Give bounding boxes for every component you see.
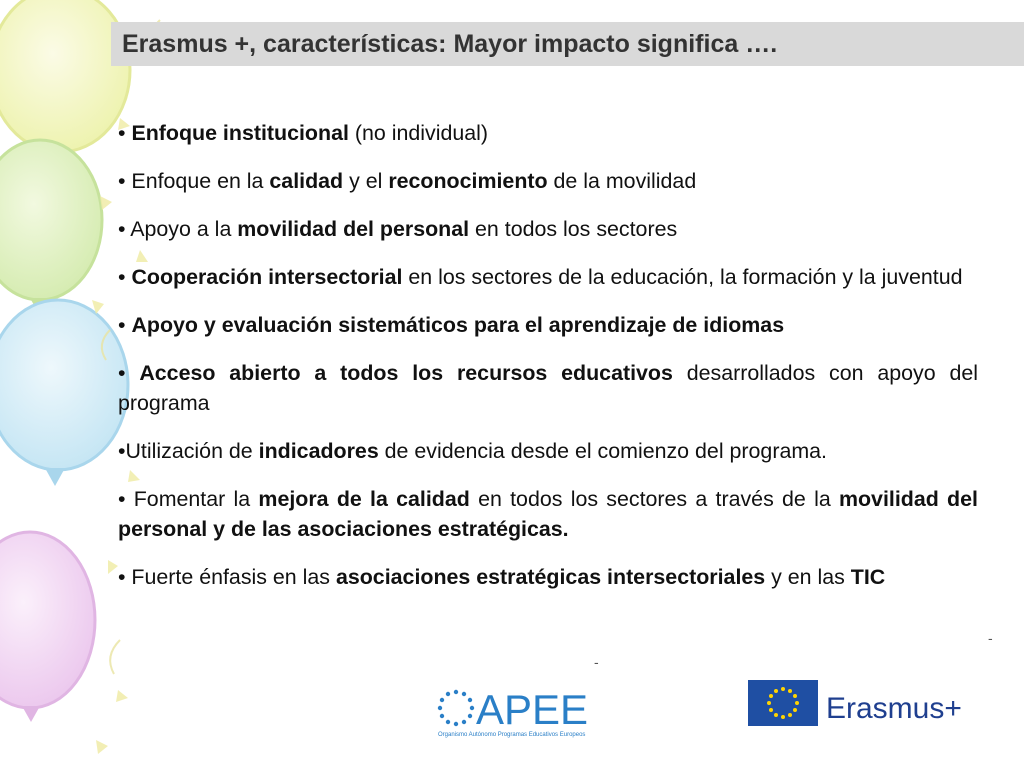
bullet-text: • Fomentar la (118, 487, 259, 511)
apee-logo-mark (434, 680, 604, 740)
bullet-item (118, 310, 978, 340)
bullet-bold-text: mejora de la calidad (258, 487, 470, 511)
eu-flag-icon (746, 680, 986, 730)
bullet-text: • (118, 265, 132, 289)
bullet-item (118, 262, 978, 292)
bullet-text: y el (343, 169, 389, 193)
bullet-item (118, 166, 978, 196)
bullet-item (118, 214, 978, 244)
apee-logo (434, 680, 604, 740)
bullet-text: • (118, 361, 140, 385)
bullet-text: en todos los sectores a través de la (469, 487, 839, 511)
bullet-bold-text: asociaciones estratégicas intersectoriales (335, 565, 766, 589)
bullet-item (118, 484, 978, 544)
bullet-text: en los sectores de la educación, la formación y la juventud (402, 265, 963, 289)
bullet-item (118, 118, 978, 148)
balloon-blue (0, 300, 128, 486)
slide-title: Erasmus +, características: Mayor impacto significa …. (122, 30, 778, 58)
decorative-dash: - (594, 654, 599, 670)
apee-logo-text: APEE (476, 686, 589, 733)
bullet-text: • Apoyo a la (118, 217, 238, 241)
bullet-item (118, 436, 978, 466)
bullet-bold-text: indicadores (258, 439, 379, 463)
bullet-bold-text: Enfoque institucional (131, 121, 349, 145)
erasmus-logo-text: Erasmus+ (826, 692, 962, 725)
title-bar (111, 22, 1024, 66)
bullet-text: desarrollados con apoyo del programa (118, 361, 978, 415)
bullet-bold-text: TIC (850, 565, 886, 589)
bullet-text: y en las (765, 565, 851, 589)
apee-logo-subtitle: Organismo Autónomo Programas Educativos Europeos (438, 732, 586, 738)
bullet-item (118, 358, 978, 418)
bullet-bold-text: movilidad del personal y de las asociaciones estratégicas. (118, 487, 978, 541)
erasmus-logo (746, 680, 986, 730)
bullet-bold-text: Apoyo y evaluación sistemáticos para el aprendizaje de idiomas (131, 313, 785, 337)
balloon-green (0, 140, 102, 314)
bullet-bold-text: calidad (269, 169, 344, 193)
bullet-text: (no individual) (348, 121, 489, 145)
bullet-bold-text: movilidad del personal (237, 217, 470, 241)
bullet-text: de la movilidad (547, 169, 697, 193)
bullet-text: • Enfoque en la (118, 169, 270, 193)
bullet-text: •Utilización de (118, 439, 259, 463)
bullet-bold-text: reconocimiento (388, 169, 548, 193)
decorative-dash: - (988, 630, 993, 646)
bullet-bold-text: Acceso abierto a todos los recursos educativos (139, 361, 673, 385)
bullet-text: • (118, 121, 132, 145)
bullet-list (118, 118, 978, 610)
bullet-text: en todos los sectores (469, 217, 678, 241)
balloon-pink (0, 532, 95, 722)
bullet-bold-text: Cooperación intersectorial (131, 265, 403, 289)
bullet-text: • (118, 313, 132, 337)
bullet-text: • Fuerte énfasis en las (118, 565, 336, 589)
bullet-item (118, 562, 978, 592)
bullet-text: de evidencia desde el comienzo del programa. (378, 439, 828, 463)
